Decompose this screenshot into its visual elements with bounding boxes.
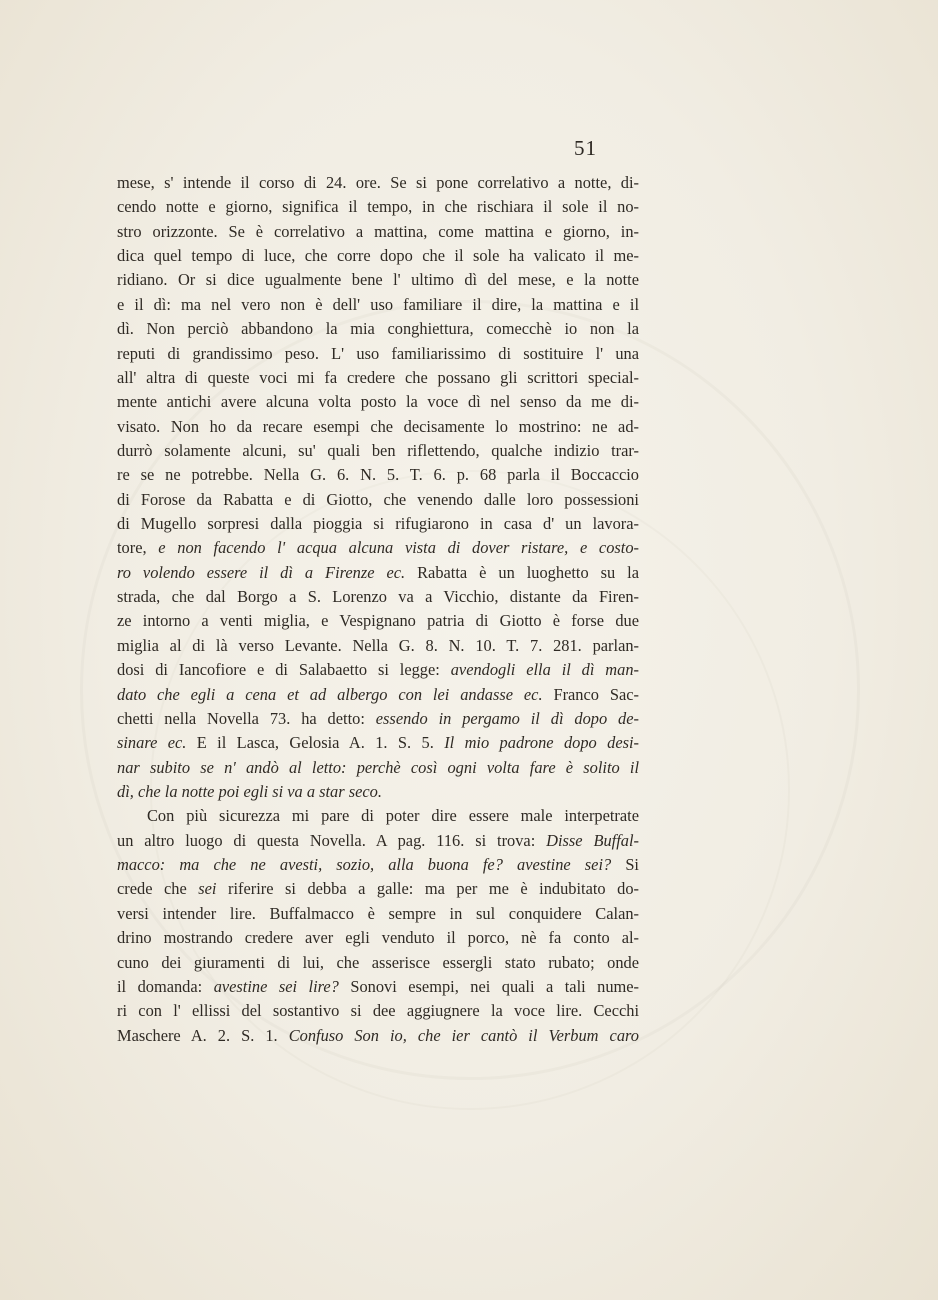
text-segment: dica quel tempo di luce, che corre dopo che il sole ha valicato il me- [117,246,639,266]
text-segment: versi intender lire. Buffalmacco è sempre in sul conquidere Calan- [117,903,639,923]
text-segment: stro orizzonte. Se è correlativo a mattina, come mattina e giorno, in- [117,221,639,241]
text-segment: ri con l' ellissi del sostantivo si dee aggiugnere la voce lire. Cecchi [117,1001,639,1021]
text-segment: reputi di grandissimo peso. L' uso familiarissimo di sostituire l' una [117,343,639,363]
text-segment: di Forose da Rabatta e di Giotto, che venendo dalle loro possessioni [117,489,639,509]
page-number: 51 [574,136,597,160]
text-segment: Sonovi esempi, nei quali a tali nume- [338,976,639,996]
text-segment: riferire si debba a galle: ma per me è indubitato do- [216,879,639,899]
text-segment: tore, [117,538,159,558]
text-line [117,853,639,877]
text-segment: mese, s' intende il corso di 24. ore. Se si pone correlativo a notte, di- [117,173,639,192]
text-segment: Rabatta è un luoghetto su la [405,562,639,582]
text-segment: chetti nella Novella 73. ha detto: [117,708,376,728]
italic-quotation: macco: ma che ne avesti, sozio, alla buona fe? avestine sei? [117,855,612,875]
body-text [117,171,639,1048]
text-segment: miglia al di là verso Levante. Nella G. 8. N. 10. T. 7. 281. parlan- [117,635,639,655]
italic-quotation: avendogli ella il dì man- [450,660,639,680]
italic-quotation: essendo in pergamo il dì dopo de- [375,708,639,728]
text-line [117,463,639,487]
text-line [117,293,639,317]
italic-quotation: sinare ec. [117,733,187,753]
text-segment: durrò solamente alcuni, su' quali ben riflettendo, qualche indizio trar- [117,440,639,460]
text-line [117,658,639,682]
text-line [117,439,639,463]
text-line [117,707,639,731]
text-segment: drino mostrando credere aver egli venduto il porco, nè fa conto al- [117,928,639,948]
italic-quotation: ro volendo essere il dì a Firenze ec. [117,562,406,582]
text-line [117,780,639,804]
italic-quotation: dato che egli a cena et ad albergo con lei andasse ec. [117,684,543,704]
text-segment: di Mugello sorpresi dalla pioggia si rifugiarono in casa d' un lavora- [117,514,639,534]
text-line [117,390,639,414]
italic-quotation: avestine sei lire? [213,976,339,996]
italic-quotation: Confuso Son io, che ier cantò il Verbum caro [288,1025,639,1045]
text-segment: all' altra di queste voci mi fa credere che possano gli scrittori special- [117,367,639,387]
text-line [117,317,639,341]
text-line [117,536,639,560]
text-segment: dì. Non perciò abbandono la mia conghiettura, comecchè io non la [117,319,639,339]
text-line [117,877,639,901]
text-line [117,268,639,292]
text-segment: ze intorno a venti miglia, e Vespignano patria di Giotto è forse due [117,611,639,631]
text-segment: mente antichi avere alcuna volta posto la voce dì nel senso da me di- [117,392,639,412]
text-segment: visato. Non ho da recare esempi che decisamente lo mostrino: ne ad- [117,416,639,436]
text-line [117,683,639,707]
text-line [117,1024,639,1048]
italic-quotation: e non facendo l' acqua alcuna vista di dover ristare, e costo- [158,538,639,558]
text-segment: Maschere A. 2. S. 1. [117,1025,289,1045]
text-segment: un altro luogo di questa Novella. A pag. 116. si trova: [117,830,547,850]
text-segment: ridiano. Or si dice ugualmente bene l' ultimo dì del mese, e la notte [117,270,639,290]
text-line [117,220,639,244]
text-line [117,512,639,536]
text-line [117,951,639,975]
italic-quotation: sei [198,879,217,899]
text-line [117,488,639,512]
italic-quotation: nar subito se n' andò al letto: perchè così ogni volta fare è solito il [117,757,639,777]
text-line [117,731,639,755]
text-line [117,585,639,609]
text-segment: Con più sicurezza mi pare di poter dire essere male interpetrate [147,806,639,826]
text-segment: strada, che dal Borgo a S. Lorenzo va a Vicchio, distante da Firen- [117,587,639,607]
text-line [117,756,639,780]
text-line [117,195,639,219]
text-segment: e il dì: ma nel vero non è dell' uso familiare il dire, la mattina e il [117,294,639,314]
text-segment: Si [611,855,639,875]
text-segment: cuno dei giuramenti di lui, che asserisce essergli stato rubato; onde [117,952,639,972]
italic-quotation: dì, che la notte poi egli si va a star seco. [117,781,382,801]
text-line [117,415,639,439]
text-line [117,609,639,633]
text-segment: dosi di Iancofiore e di Salabaetto si legge: [117,660,451,680]
text-segment: Franco Sac- [542,684,639,704]
text-line [117,926,639,950]
text-segment: E il Lasca, Gelosia A. 1. S. 5. [186,733,445,753]
text-segment: il domanda: [117,976,214,996]
text-segment: crede che [117,879,199,899]
text-line [117,244,639,268]
text-line [117,366,639,390]
text-line [117,804,639,828]
text-line [117,342,639,366]
text-line [117,561,639,585]
italic-quotation: Disse Buffal- [546,830,639,850]
text-line [117,171,639,195]
text-line [117,975,639,999]
text-segment: cendo notte e giorno, significa il tempo, in che rischiara il sole il no- [117,197,639,217]
text-segment: re se ne potrebbe. Nella G. 6. N. 5. T. 6. p. 68 parla il Boccaccio [117,465,639,485]
italic-quotation: Il mio padrone dopo desi- [444,733,639,753]
text-line [117,829,639,853]
text-line [117,902,639,926]
text-line [117,999,639,1023]
text-line [117,634,639,658]
